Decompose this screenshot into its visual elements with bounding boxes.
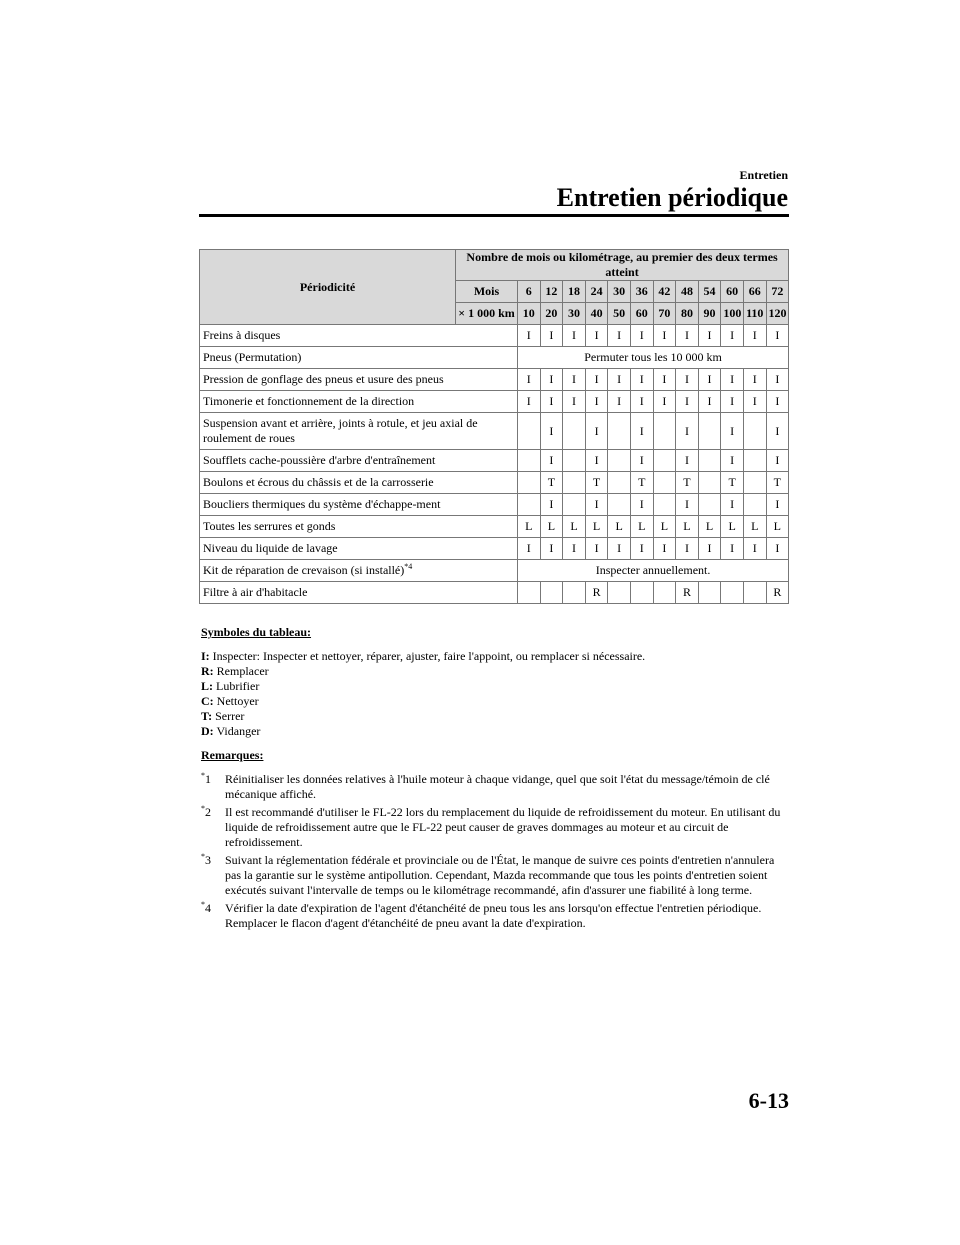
schedule-cell: I <box>653 538 676 560</box>
schedule-cell: I <box>518 369 541 391</box>
row-label <box>200 472 518 494</box>
schedule-cell <box>563 413 586 450</box>
schedule-cell: L <box>518 516 541 538</box>
month-cell: 6 <box>518 281 541 303</box>
schedule-cell <box>653 472 676 494</box>
schedule-cell: I <box>698 369 721 391</box>
schedule-cell: I <box>698 325 721 347</box>
schedule-cell: I <box>630 391 653 413</box>
schedule-cell: I <box>540 450 563 472</box>
schedule-cell: I <box>698 391 721 413</box>
row-label <box>200 560 518 582</box>
table-row <box>200 560 789 582</box>
km-cell: 70 <box>653 303 676 325</box>
schedule-cell <box>698 494 721 516</box>
month-cell: 60 <box>721 281 744 303</box>
schedule-cell <box>698 413 721 450</box>
legend-key: R: <box>201 664 214 678</box>
schedule-cell <box>653 450 676 472</box>
schedule-cell <box>518 413 541 450</box>
schedule-cell <box>518 450 541 472</box>
remark-number-text: 3 <box>205 853 211 867</box>
header-rule <box>199 214 789 217</box>
schedule-cell: I <box>676 413 699 450</box>
schedule-cell: I <box>585 413 608 450</box>
km-cell: 90 <box>698 303 721 325</box>
row-label-text: Pneus (Permutation) <box>203 350 302 364</box>
schedule-cell: I <box>743 369 766 391</box>
schedule-cell: T <box>585 472 608 494</box>
table-row <box>200 413 789 450</box>
legend-text: Nettoyer <box>216 694 259 708</box>
months-label: Mois <box>456 281 518 303</box>
schedule-cell <box>518 582 541 604</box>
schedule-cell <box>630 582 653 604</box>
schedule-cell: I <box>721 325 744 347</box>
schedule-cell <box>563 582 586 604</box>
schedule-cell <box>698 472 721 494</box>
schedule-cell: I <box>721 538 744 560</box>
page-number: 6-13 <box>748 1088 789 1113</box>
schedule-cell: L <box>563 516 586 538</box>
row-label <box>200 347 518 369</box>
remarks-notes <box>201 772 791 931</box>
footnote-ref: *4 <box>404 562 413 571</box>
schedule-cell: I <box>766 391 789 413</box>
month-cell: 42 <box>653 281 676 303</box>
schedule-cell: I <box>585 494 608 516</box>
schedule-cell: I <box>676 450 699 472</box>
schedule-cell: I <box>721 369 744 391</box>
table-row <box>200 538 789 560</box>
table-row <box>200 516 789 538</box>
legend-item <box>201 709 791 724</box>
month-cell: 18 <box>563 281 586 303</box>
row-label-text: Timonerie et fonctionnement de la direction <box>203 394 415 408</box>
schedule-cell: I <box>608 369 631 391</box>
schedule-cell <box>653 582 676 604</box>
km-cell: 100 <box>721 303 744 325</box>
legend-text: Vidanger <box>216 724 261 738</box>
schedule-cell <box>721 582 744 604</box>
schedule-cell: I <box>585 369 608 391</box>
schedule-cell: I <box>563 325 586 347</box>
remark-number <box>201 901 211 916</box>
schedule-cell: I <box>563 391 586 413</box>
schedule-cell: L <box>540 516 563 538</box>
schedule-cell: I <box>766 538 789 560</box>
span-header: Nombre de mois ou kilométrage, au premier des deux termes atteint <box>456 250 789 281</box>
legend-item <box>201 664 791 679</box>
schedule-cell <box>653 413 676 450</box>
row-label <box>200 538 518 560</box>
schedule-cell: I <box>630 450 653 472</box>
schedule-cell <box>608 582 631 604</box>
month-cell: 12 <box>540 281 563 303</box>
remark-text: Suivant la réglementation fédérale et provinciale ou de l'État, le manque de suivre ces points d'entretien n'annulera pas la garantie sur le système antipollution. Cependant, Mazda recommande que tous les points d'entretien soient exécutés suivant l'intervalle de temps ou le kilométrage recommandé, afin d'assurer une fiabilité à long terme. <box>225 853 775 897</box>
legend <box>201 625 791 739</box>
schedule-cell: I <box>540 494 563 516</box>
schedule-cell <box>743 472 766 494</box>
km-cell: 10 <box>518 303 541 325</box>
schedule-cell: I <box>563 538 586 560</box>
row-label <box>200 325 518 347</box>
month-cell: 72 <box>766 281 789 303</box>
legend-item <box>201 694 791 709</box>
km-cell: 120 <box>766 303 789 325</box>
schedule-cell: I <box>743 538 766 560</box>
remark-number-text: 1 <box>205 772 211 786</box>
span-cell: Permuter tous les 10 000 km <box>518 347 789 369</box>
table-row <box>200 450 789 472</box>
legend-key: T: <box>201 709 213 723</box>
schedule-cell: I <box>721 494 744 516</box>
schedule-cell: T <box>540 472 563 494</box>
schedule-cell <box>698 450 721 472</box>
remark-star: * <box>201 900 205 909</box>
schedule-cell <box>653 494 676 516</box>
remark-number-text: 2 <box>205 805 211 819</box>
schedule-cell: I <box>676 538 699 560</box>
remark-text: Il est recommandé d'utiliser le FL-22 lors du remplacement du liquide de refroidissement du moteur. En utilisant du liquide de refroidissement autre que le FL-22 peut causer de graves dommages au moteur et au circuit de refroidissement. <box>225 805 781 849</box>
section-label: Entretien <box>739 168 788 182</box>
schedule-cell: L <box>608 516 631 538</box>
schedule-cell: I <box>563 369 586 391</box>
schedule-cell <box>743 494 766 516</box>
row-label <box>200 391 518 413</box>
km-cell: 40 <box>585 303 608 325</box>
schedule-cell: L <box>676 516 699 538</box>
span-cell: Inspecter annuellement. <box>518 560 789 582</box>
schedule-cell <box>743 450 766 472</box>
remark-star: * <box>201 804 205 813</box>
row-label-text: Boulons et écrous du châssis et de la carrosserie <box>203 475 434 489</box>
remark-number <box>201 805 211 820</box>
schedule-cell <box>563 450 586 472</box>
schedule-cell: I <box>585 538 608 560</box>
schedule-cell: I <box>676 325 699 347</box>
month-cell: 54 <box>698 281 721 303</box>
maintenance-schedule-table <box>199 249 789 604</box>
row-label <box>200 450 518 472</box>
legend-text: Remplacer <box>216 664 269 678</box>
schedule-cell: I <box>766 369 789 391</box>
schedule-cell: I <box>540 413 563 450</box>
schedule-cell: I <box>721 413 744 450</box>
schedule-cell: I <box>766 413 789 450</box>
schedule-cell: I <box>608 538 631 560</box>
schedule-cell <box>563 472 586 494</box>
schedule-cell <box>698 582 721 604</box>
schedule-cell: T <box>766 472 789 494</box>
legend-item <box>201 649 791 664</box>
schedule-cell: I <box>766 325 789 347</box>
table-row <box>200 325 789 347</box>
schedule-cell: L <box>653 516 676 538</box>
schedule-cell: I <box>766 494 789 516</box>
schedule-cell <box>608 450 631 472</box>
remark-number <box>201 853 211 868</box>
schedule-cell: I <box>585 325 608 347</box>
schedule-cell <box>563 494 586 516</box>
schedule-cell: I <box>540 538 563 560</box>
km-cell: 50 <box>608 303 631 325</box>
legend-item <box>201 679 791 694</box>
schedule-cell: I <box>608 391 631 413</box>
row-label-text: Niveau du liquide de lavage <box>203 541 338 555</box>
schedule-cell <box>518 472 541 494</box>
legend-item <box>201 724 791 739</box>
schedule-cell: I <box>698 538 721 560</box>
schedule-cell: T <box>630 472 653 494</box>
schedule-cell: I <box>540 325 563 347</box>
row-label-text: Suspension avant et arrière, joints à rotule, et jeu axial de roulement de roues <box>203 416 478 445</box>
schedule-cell <box>540 582 563 604</box>
schedule-cell: L <box>743 516 766 538</box>
month-cell: 36 <box>630 281 653 303</box>
row-label <box>200 494 518 516</box>
legend-key: I: <box>201 649 210 663</box>
table-row <box>200 347 789 369</box>
schedule-cell <box>743 413 766 450</box>
table-row <box>200 369 789 391</box>
row-label-text: Kit de réparation de crevaison (si installé) <box>203 563 405 577</box>
legend-key: C: <box>201 694 214 708</box>
schedule-cell <box>608 494 631 516</box>
row-label <box>200 369 518 391</box>
table-row <box>200 582 789 604</box>
schedule-cell: I <box>518 325 541 347</box>
schedule-cell <box>743 582 766 604</box>
km-cell: 80 <box>676 303 699 325</box>
month-cell: 30 <box>608 281 631 303</box>
schedule-cell: L <box>585 516 608 538</box>
schedule-cell: I <box>585 391 608 413</box>
schedule-cell: T <box>721 472 744 494</box>
schedule-cell: L <box>630 516 653 538</box>
schedule-cell: L <box>721 516 744 538</box>
legend-title: Symboles du tableau: <box>201 625 312 639</box>
schedule-cell: R <box>766 582 789 604</box>
month-cell: 24 <box>585 281 608 303</box>
remark-note <box>201 772 791 802</box>
schedule-cell: I <box>630 413 653 450</box>
schedule-cell: R <box>585 582 608 604</box>
schedule-cell: I <box>585 450 608 472</box>
schedule-cell: I <box>540 391 563 413</box>
schedule-cell: I <box>653 391 676 413</box>
month-cell: 48 <box>676 281 699 303</box>
remarks-title: Remarques: <box>201 748 264 762</box>
schedule-cell: I <box>518 538 541 560</box>
remark-text: Vérifier la date d'expiration de l'agent d'étanchéité de pneu tous les ans lorsqu'on effectue l'entretien périodique. Remplacer le flacon d'agent d'étanchéité de pneu avant la date d'expiration. <box>225 901 762 930</box>
remark-note <box>201 901 791 931</box>
remark-note <box>201 805 791 850</box>
legend-text: Inspecter: Inspecter et nettoyer, réparer, ajuster, faire l'appoint, ou remplacer si nécessaire. <box>212 649 646 663</box>
schedule-cell: I <box>608 325 631 347</box>
legend-items <box>201 649 791 739</box>
km-cell: 110 <box>743 303 766 325</box>
schedule-cell: I <box>540 369 563 391</box>
legend-key: L: <box>201 679 213 693</box>
row-label <box>200 413 518 450</box>
schedule-cell: R <box>676 582 699 604</box>
schedule-cell: I <box>518 391 541 413</box>
remarks <box>201 748 791 934</box>
km-cell: 30 <box>563 303 586 325</box>
schedule-cell: I <box>721 391 744 413</box>
remark-number-text: 4 <box>205 901 211 915</box>
legend-text: Lubrifier <box>216 679 260 693</box>
schedule-cell: I <box>630 369 653 391</box>
row-label-text: Freins à disques <box>203 328 281 342</box>
schedule-cell: I <box>676 391 699 413</box>
row-label <box>200 582 518 604</box>
km-label: × 1 000 km <box>456 303 518 325</box>
schedule-cell: I <box>630 538 653 560</box>
legend-key: D: <box>201 724 214 738</box>
page-title: Entretien périodique <box>556 183 788 212</box>
schedule-cell: L <box>766 516 789 538</box>
schedule-cell: L <box>698 516 721 538</box>
row-label-text: Soufflets cache-poussière d'arbre d'entraînement <box>203 453 436 467</box>
schedule-cell: I <box>653 325 676 347</box>
km-cell: 60 <box>630 303 653 325</box>
row-label <box>200 516 518 538</box>
remark-star: * <box>201 771 205 780</box>
schedule-cell: I <box>630 325 653 347</box>
remark-note <box>201 853 791 898</box>
schedule-cell: I <box>743 391 766 413</box>
schedule-cell <box>608 472 631 494</box>
remark-star: * <box>201 852 205 861</box>
schedule-cell <box>608 413 631 450</box>
schedule-cell: I <box>676 494 699 516</box>
row-label-text: Boucliers thermiques du système d'échappe-ment <box>203 497 441 511</box>
table-row <box>200 472 789 494</box>
schedule-cell <box>518 494 541 516</box>
schedule-cell: I <box>743 325 766 347</box>
schedule-cell: I <box>766 450 789 472</box>
schedule-cell: I <box>721 450 744 472</box>
table-row <box>200 494 789 516</box>
remark-text: Réinitialiser les données relatives à l'huile moteur à chaque vidange, quel que soit l'état du message/témoin de clé mécanique affiché. <box>225 772 770 801</box>
table-row <box>200 391 789 413</box>
km-cell: 20 <box>540 303 563 325</box>
row-label-text: Toutes les serrures et gonds <box>203 519 336 533</box>
periodicity-header: Périodicité <box>200 250 456 325</box>
schedule-cell: I <box>630 494 653 516</box>
legend-text: Serrer <box>215 709 245 723</box>
remark-number <box>201 772 211 787</box>
schedule-cell: I <box>676 369 699 391</box>
row-label-text: Filtre à air d'habitacle <box>203 585 308 599</box>
table-header-row <box>200 250 789 281</box>
schedule-cell: I <box>653 369 676 391</box>
row-label-text: Pression de gonflage des pneus et usure des pneus <box>203 372 444 386</box>
month-cell: 66 <box>743 281 766 303</box>
schedule-cell: T <box>676 472 699 494</box>
